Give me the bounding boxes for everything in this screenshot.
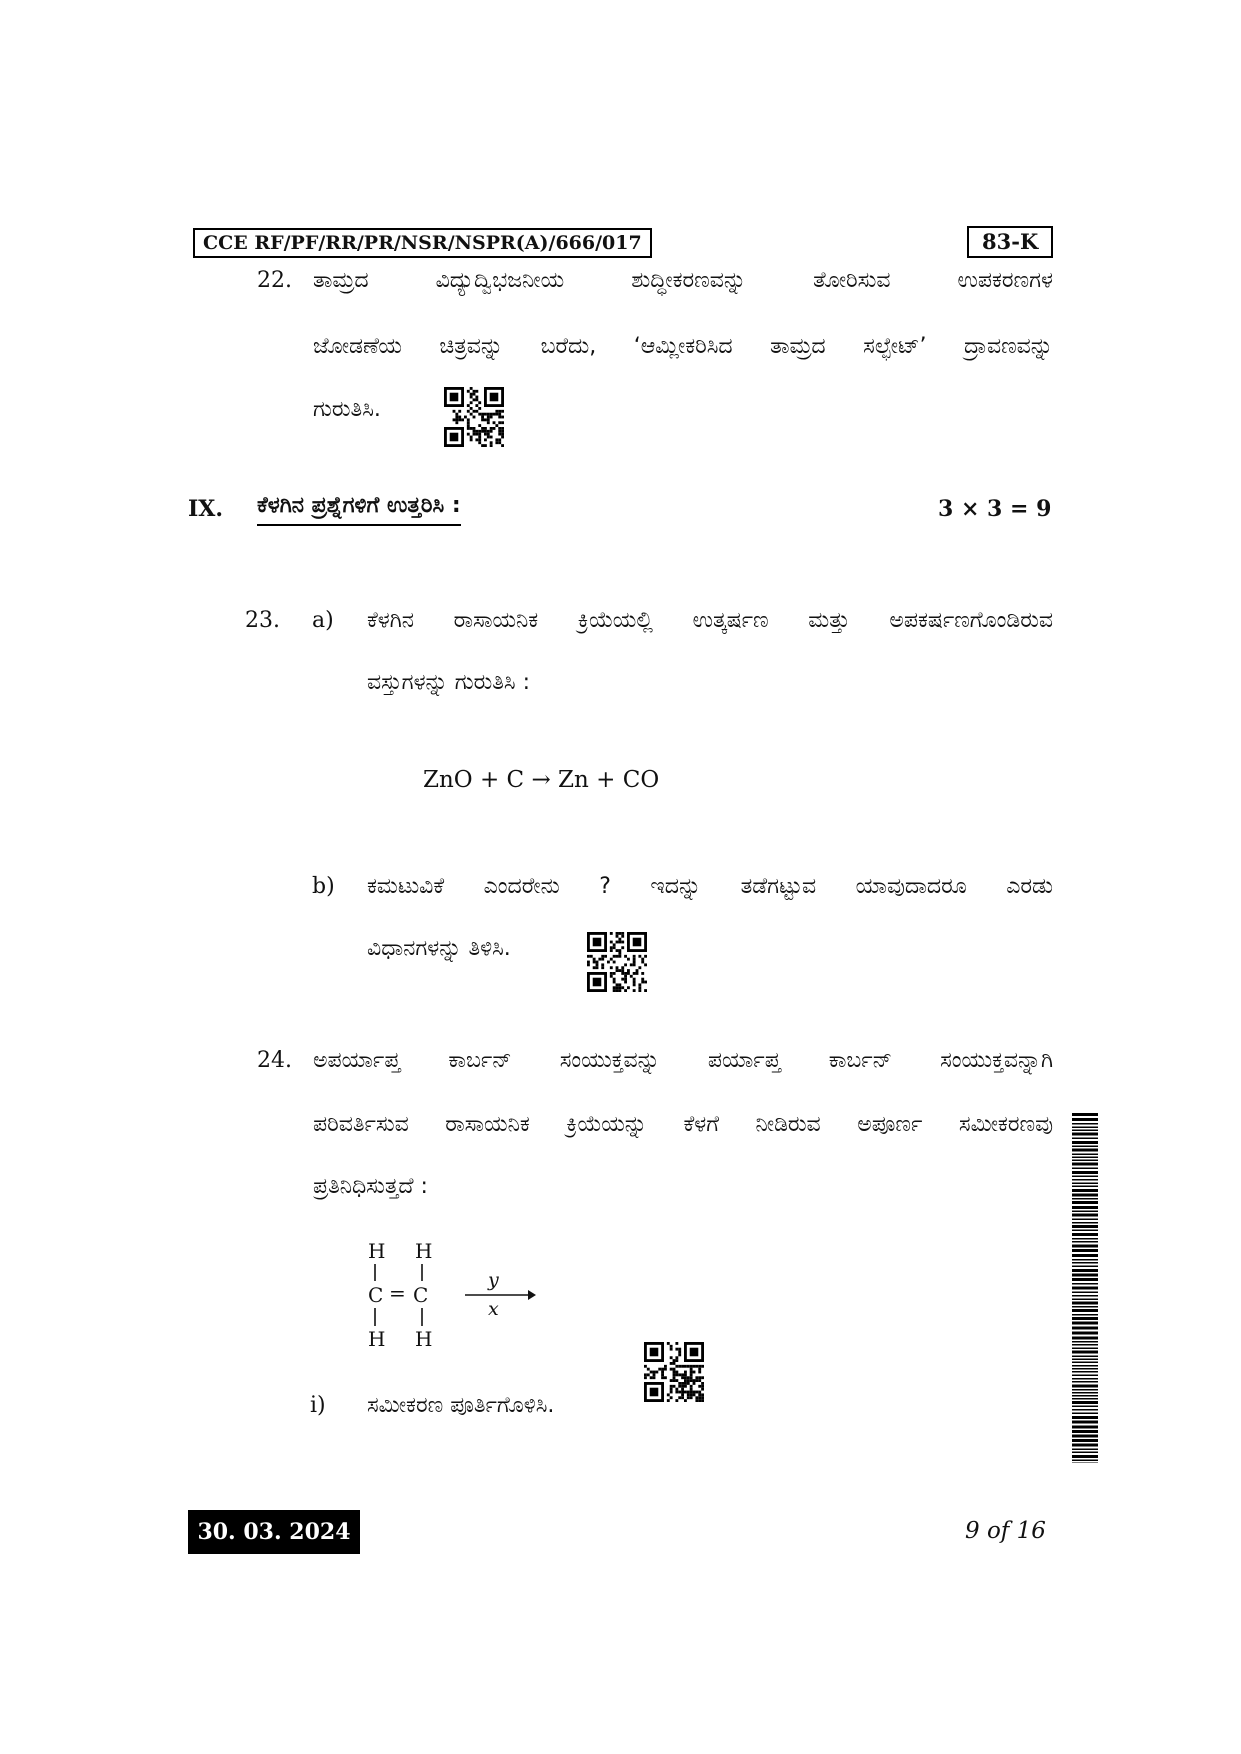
qr-code-icon <box>644 1342 704 1402</box>
q23-a-label: a) <box>312 608 334 633</box>
question-number-22: 22. <box>257 268 292 293</box>
paper-code: 83-K <box>967 226 1053 258</box>
exam-code: CCE RF/PF/RR/PR/NSR/NSPR(A)/666/017 <box>193 228 652 258</box>
q23-a-line-2: ವಸ್ತುಗಳನ್ನು ಗುರುತಿಸಿ : <box>367 670 530 695</box>
q24-line-2: ಪರಿವರ್ತಿಸುವ ರಾಸಾಯನಿಕ ಕ್ರಿಯೆಯನ್ನು ಕೆಳಗೆ ನೀಡಿರುವ ಅಪೂರ್ಣ ಸಮೀಕರಣವು <box>313 1112 1053 1137</box>
section-marks: 3 × 3 = 9 <box>938 496 1052 522</box>
arrow-bottom-label: x <box>488 1298 499 1320</box>
section-number: IX. <box>188 496 224 522</box>
q22-line-2: ಜೋಡಣೆಯ ಚಿತ್ರವನ್ನು ಬರೆದು, ‘ಆಮ್ಲೀಕರಿಸಿದ ತಾಮ್ರದ ಸಲ್ಫೇಟ್’ ದ್ರಾವಣವನ್ನು <box>313 334 1053 359</box>
q24-line-3: ಪ್ರತಿನಿಧಿಸುತ್ತದೆ : <box>313 1174 428 1199</box>
barcode-icon <box>1072 1113 1098 1463</box>
double-bond: = <box>389 1281 406 1305</box>
q23-a-line-1: ಕೆಳಗಿನ ರಾಸಾಯನಿಕ ಕ್ರಿಯೆಯಲ್ಲಿ ಉತ್ಕರ್ಷಣ ಮತ್ತು ಅಪಕರ್ಷಣಗೊಂಡಿರುವ <box>367 608 1053 633</box>
q23-b-line-2: ವಿಧಾನಗಳನ್ನು ತಿಳಿಸಿ. <box>367 936 511 961</box>
q22-line-3: ಗುರುತಿಸಿ. <box>313 397 381 422</box>
arrow-top-label: y <box>488 1269 499 1291</box>
hydrogen-atom: H <box>415 1240 433 1263</box>
question-number-23: 23. <box>245 608 280 633</box>
chemical-equation: ZnO + C → Zn + CO <box>423 767 660 793</box>
q22-line-1: ತಾಮ್ರದ ವಿದ್ಯುದ್ವಿಭಜನೀಯ ಶುದ್ಧೀಕರಣವನ್ನು ತೋರಿಸುವ ಉಪಕರಣಗಳ <box>313 268 1053 293</box>
arrow-head-icon <box>528 1290 536 1300</box>
q23-b-label: b) <box>312 874 335 899</box>
q24-line-1: ಅಪರ್ಯಾಪ್ತ ಕಾರ್ಬನ್ ಸಂಯುಕ್ತವನ್ನು ಪರ್ಯಾಪ್ತ ಕಾರ್ಬನ್ ಸಂಯುಕ್ತವನ್ನಾಗಿ <box>313 1048 1053 1073</box>
question-number-24: 24. <box>257 1048 292 1073</box>
q24-i-label: i) <box>310 1393 326 1418</box>
ethene-structure <box>360 1240 540 1350</box>
qr-code-icon <box>587 932 647 992</box>
hydrogen-atom: H <box>368 1240 386 1263</box>
carbon-atom: C <box>413 1283 429 1307</box>
hydrogen-atom: H <box>415 1327 433 1350</box>
hydrogen-atom: H <box>368 1327 386 1350</box>
q24-i-text: ಸಮೀಕರಣ ಪೂರ್ತಿಗೊಳಿಸಿ. <box>367 1393 555 1418</box>
exam-date: 30. 03. 2024 <box>188 1510 360 1554</box>
page-number: 9 of 16 <box>965 1518 1046 1544</box>
qr-code-icon <box>444 387 504 447</box>
carbon-atom: C <box>368 1283 384 1307</box>
q23-b-line-1: ಕಮಟುವಿಕೆ ಎಂದರೇನು ? ಇದನ್ನು ತಡೆಗಟ್ಟುವ ಯಾವುದಾದರೂ ಎರಡು <box>367 874 1053 899</box>
section-title: ಕೆಳಗಿನ ಪ್ರಶ್ನೆಗಳಿಗೆ ಉತ್ತರಿಸಿ : <box>257 493 461 526</box>
